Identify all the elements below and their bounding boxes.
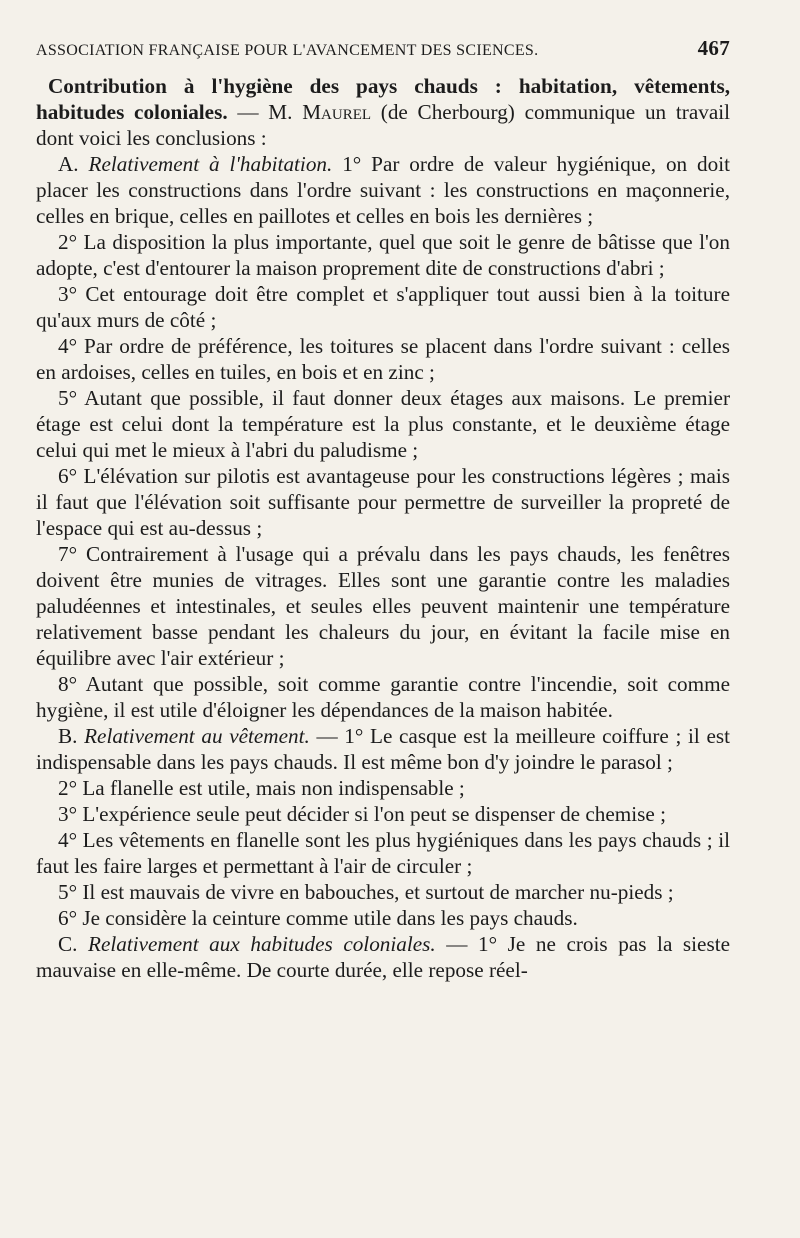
section-a-heading: Relativement à l'habitation.: [88, 152, 333, 176]
section-c-item: [36, 931, 730, 983]
section-b-item: 6° Je considère la ceinture comme utile dans les pays chauds.: [58, 906, 578, 930]
section-b-item: 2° La flanelle est utile, mais non indispensable ;: [58, 776, 465, 800]
section-b-item-1: — 1° Le casque est la meilleure coiffure ; il est indispensable dans les pays chauds. Il est même bon d'y joindre le parasol ;: [36, 724, 730, 774]
section-a-item: 2° La disposition la plus importante, quel que soit le genre de bâtisse que l'on adopte, c'est d'entourer la maison proprement dite de constructions d'abri ;: [36, 230, 730, 280]
section-a-item: 6° L'élévation sur pilotis est avantageuse pour les constructions légères ; mais il faut que l'élévation soit suffisante pour permettre de surveiller la propreté de l'espace qui est au-dessus ;: [36, 464, 730, 540]
section-a-item: 4° Par ordre de préférence, les toitures se placent dans l'ordre suivant : celles en ardoises, celles en tuiles, en bois et en zinc ;: [36, 334, 730, 384]
section-b-item: 5° Il est mauvais de vivre en babouches, et surtout de marcher nu-pieds ;: [58, 880, 674, 904]
section-c-heading: Relativement aux habitudes coloniales.: [88, 932, 436, 956]
article-body: [36, 73, 730, 983]
page-number: 467: [697, 36, 730, 60]
article-title: Contribution à l'hygiène des pays chauds : habitation, vêtements, habitudes coloniales.: [36, 74, 730, 124]
section-b-lead: B.: [58, 724, 85, 748]
intro-paragraph: [36, 73, 730, 151]
intro-dash: — M.: [227, 100, 303, 124]
section-a-item: 7° Contrairement à l'usage qui a prévalu dans les pays chauds, les fenêtres doivent être munies de vitrages. Elles sont une garantie contre les maladies paludéennes et intestinales, et seules elles peuvent maintenir une température relativement basse pendant les chaleurs du jour, en évitant la facile mise en équilibre avec l'air extérieur ;: [36, 542, 730, 670]
running-title: ASSOCIATION FRANÇAISE POUR L'AVANCEMENT DES SCIENCES.: [36, 42, 539, 59]
section-a-lead: A.: [58, 152, 89, 176]
section-b-item: 3° L'expérience seule peut décider si l'on peut se dispenser de chemise ;: [58, 802, 666, 826]
section-a-item: 8° Autant que possible, soit comme garantie contre l'incendie, soit comme hygiène, il est utile d'éloigner les dépendances de la maison habitée.: [36, 672, 730, 722]
intro-rest: (de Cherbourg) communique un travail dont voici les conclusions :: [36, 100, 730, 150]
section-a-item: 3° Cet entourage doit être complet et s'appliquer tout aussi bien à la toiture qu'aux murs de côté ;: [36, 282, 730, 332]
running-header: [36, 36, 730, 61]
section-c-item-1: — 1° Je ne crois pas la sieste mauvaise en elle-même. De courte durée, elle repose réel-: [36, 932, 730, 982]
section-b-item: 4° Les vêtements en flanelle sont les plus hygiéniques dans les pays chauds ; il faut les faire larges et permettant à l'air de circuler ;: [36, 828, 730, 878]
section-b-item: [36, 723, 730, 775]
section-c-lead: C.: [58, 932, 89, 956]
author-name: Maurel: [302, 100, 372, 124]
section-a-item: 5° Autant que possible, il faut donner deux étages aux maisons. Le premier étage est celui dont la température est la plus constante, et le deuxième étage celui qui met le mieux à l'abri du paludisme ;: [36, 386, 730, 462]
section-b-heading: Relativement au vêtement.: [84, 724, 310, 748]
section-a-item: [36, 151, 730, 229]
section-a-item-1: 1° Par ordre de valeur hygiénique, on doit placer les constructions dans l'ordre suivant : les constructions en maçonnerie, celles en brique, celles en paillotes et celles en bois les dernières ;: [36, 152, 730, 228]
